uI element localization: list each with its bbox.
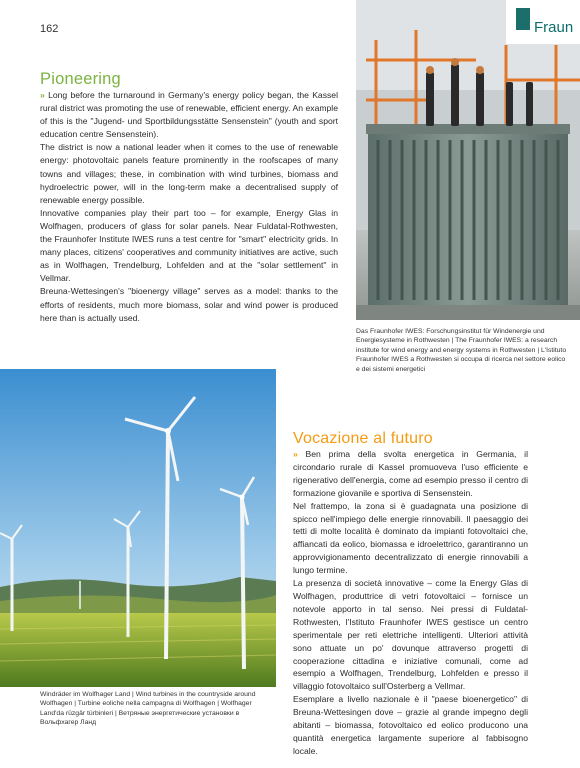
wind-turbine-photo — [0, 369, 276, 687]
paragraph: Breuna-Wettesingen's "bioenergy village" serves as a model: thanks to the efforts of residents, much more biomass, solar and wind power is produced here than is actually used. — [40, 286, 338, 323]
svg-text:Fraun: Fraun — [534, 19, 574, 36]
transformer-photo — [356, 0, 580, 320]
paragraph: Esemplare a livello nazionale è il "paese bioenergetico" di Breuna-Wettesingen dove – grazie al grande impegno degli abitanti – biomassa, fotovoltaico ed eolico producono una quantità energetica largamente superiore al fabbisogno locale. — [293, 694, 528, 756]
paragraph: La presenza di società innovative – come la Energy Glas di Wolfhagen, produttrice di vetri fotovoltaici – fornisce un notevole apporto in tal senso. Nei pressi di Fuldatal-Rothwesten, l'Istituto Fraunhofer IWES gestisce un centro sperimentale per reti elettriche intelligenti. Ulteriori attività sono attuate un po' dovunque attraverso progetti di cooperazione cittadina e iniziative comunali, come ad esempio a Wolfhagen, Trendelburg, Lohfelden e presso il villaggio fotovoltaico sull'Osterberg a Vellmar. — [293, 578, 528, 692]
photo-caption-fraunhofer: Das Fraunhofer IWES: Forschungsinstitut für Windenergie und Energiesysteme in Rothwesten | The Fraunhofer IWES: a research institute for wind energy and energy systems in Rothwesten | L'Istituto Fraunhofer IWES a Rothwesten si occupa di ricerca nel settore eolico e dei sistemi energetici — [356, 328, 567, 373]
double-arrow-icon: » — [293, 449, 298, 459]
section-heading-english: Pioneering — [40, 70, 121, 88]
italian-body — [293, 448, 528, 758]
italian-section — [293, 430, 528, 758]
transformer-illustration — [356, 0, 580, 320]
paragraph: » Long before the turnaround in Germany's energy policy began, the Kassel rural district was promoting the use of renewable, efficient energy. An example of this is the "Jugend- und Sportbildungsstätte Sensenstein" (youth and sport education centre Sensenstein). — [40, 90, 338, 140]
paragraph: Innovative companies play their part too – for example, Energy Glas in Wolfhagen, producers of glass for solar panels. Near Fuldatal-Rothwesten, the Fraunhofer Institute IWES runs a test centre for "smart" electricity grids. In many places, citizens' cooperatives and community initiatives are active, such as in Wolfhagen, Trendelburg, Lohfelden and at the "solar settlement" in Vellmar. — [40, 207, 338, 284]
english-body — [40, 89, 338, 325]
english-section — [40, 70, 338, 325]
paragraph: Nel frattempo, la zona si è guadagnata una posizione di spicco nell'impiego delle energie rinnovabili. Il paesaggio dei tetti di molte località è dominato da impianti fotovoltaici che, affiancati da eolico, biomassa e idroelettrico, garantiranno un approvvigionamento decentralizzato di energie rinnovabili a lungo termine. — [293, 500, 528, 576]
section-heading-italian: Vocazione al futuro — [293, 430, 433, 447]
double-arrow-icon: » — [40, 90, 45, 100]
wind-turbine-illustration — [0, 369, 276, 687]
paragraph: The district is now a national leader when it comes to the use of renewable energy: photovoltaic panels feature prominently in the roofscapes of many towns and villages; these, in combination with wind turbines, biomass and hydroelectric power, will in the long-term make a decentralised supply of renewable energy possible. — [40, 142, 338, 205]
photo-caption-wind: Windräder im Wolfhager Land | Wind turbines in the countryside around Wolfhagen | Turbine eoliche nella campagna di Wolfhagen | Wolfhager Land'da rüzgâr türbinleri | Ветряные энергетические установки в Вольфхагер Ланд — [40, 691, 256, 727]
paragraph: » Ben prima della svolta energetica in Germania, il circondario rurale di Kassel promuoveva l'uso efficiente e rigenerativo dell'energia, come ad esempio presso il centro di formazione giovanile e sportiva di Sensenstein. — [293, 449, 529, 498]
page-number: 162 — [40, 23, 59, 35]
